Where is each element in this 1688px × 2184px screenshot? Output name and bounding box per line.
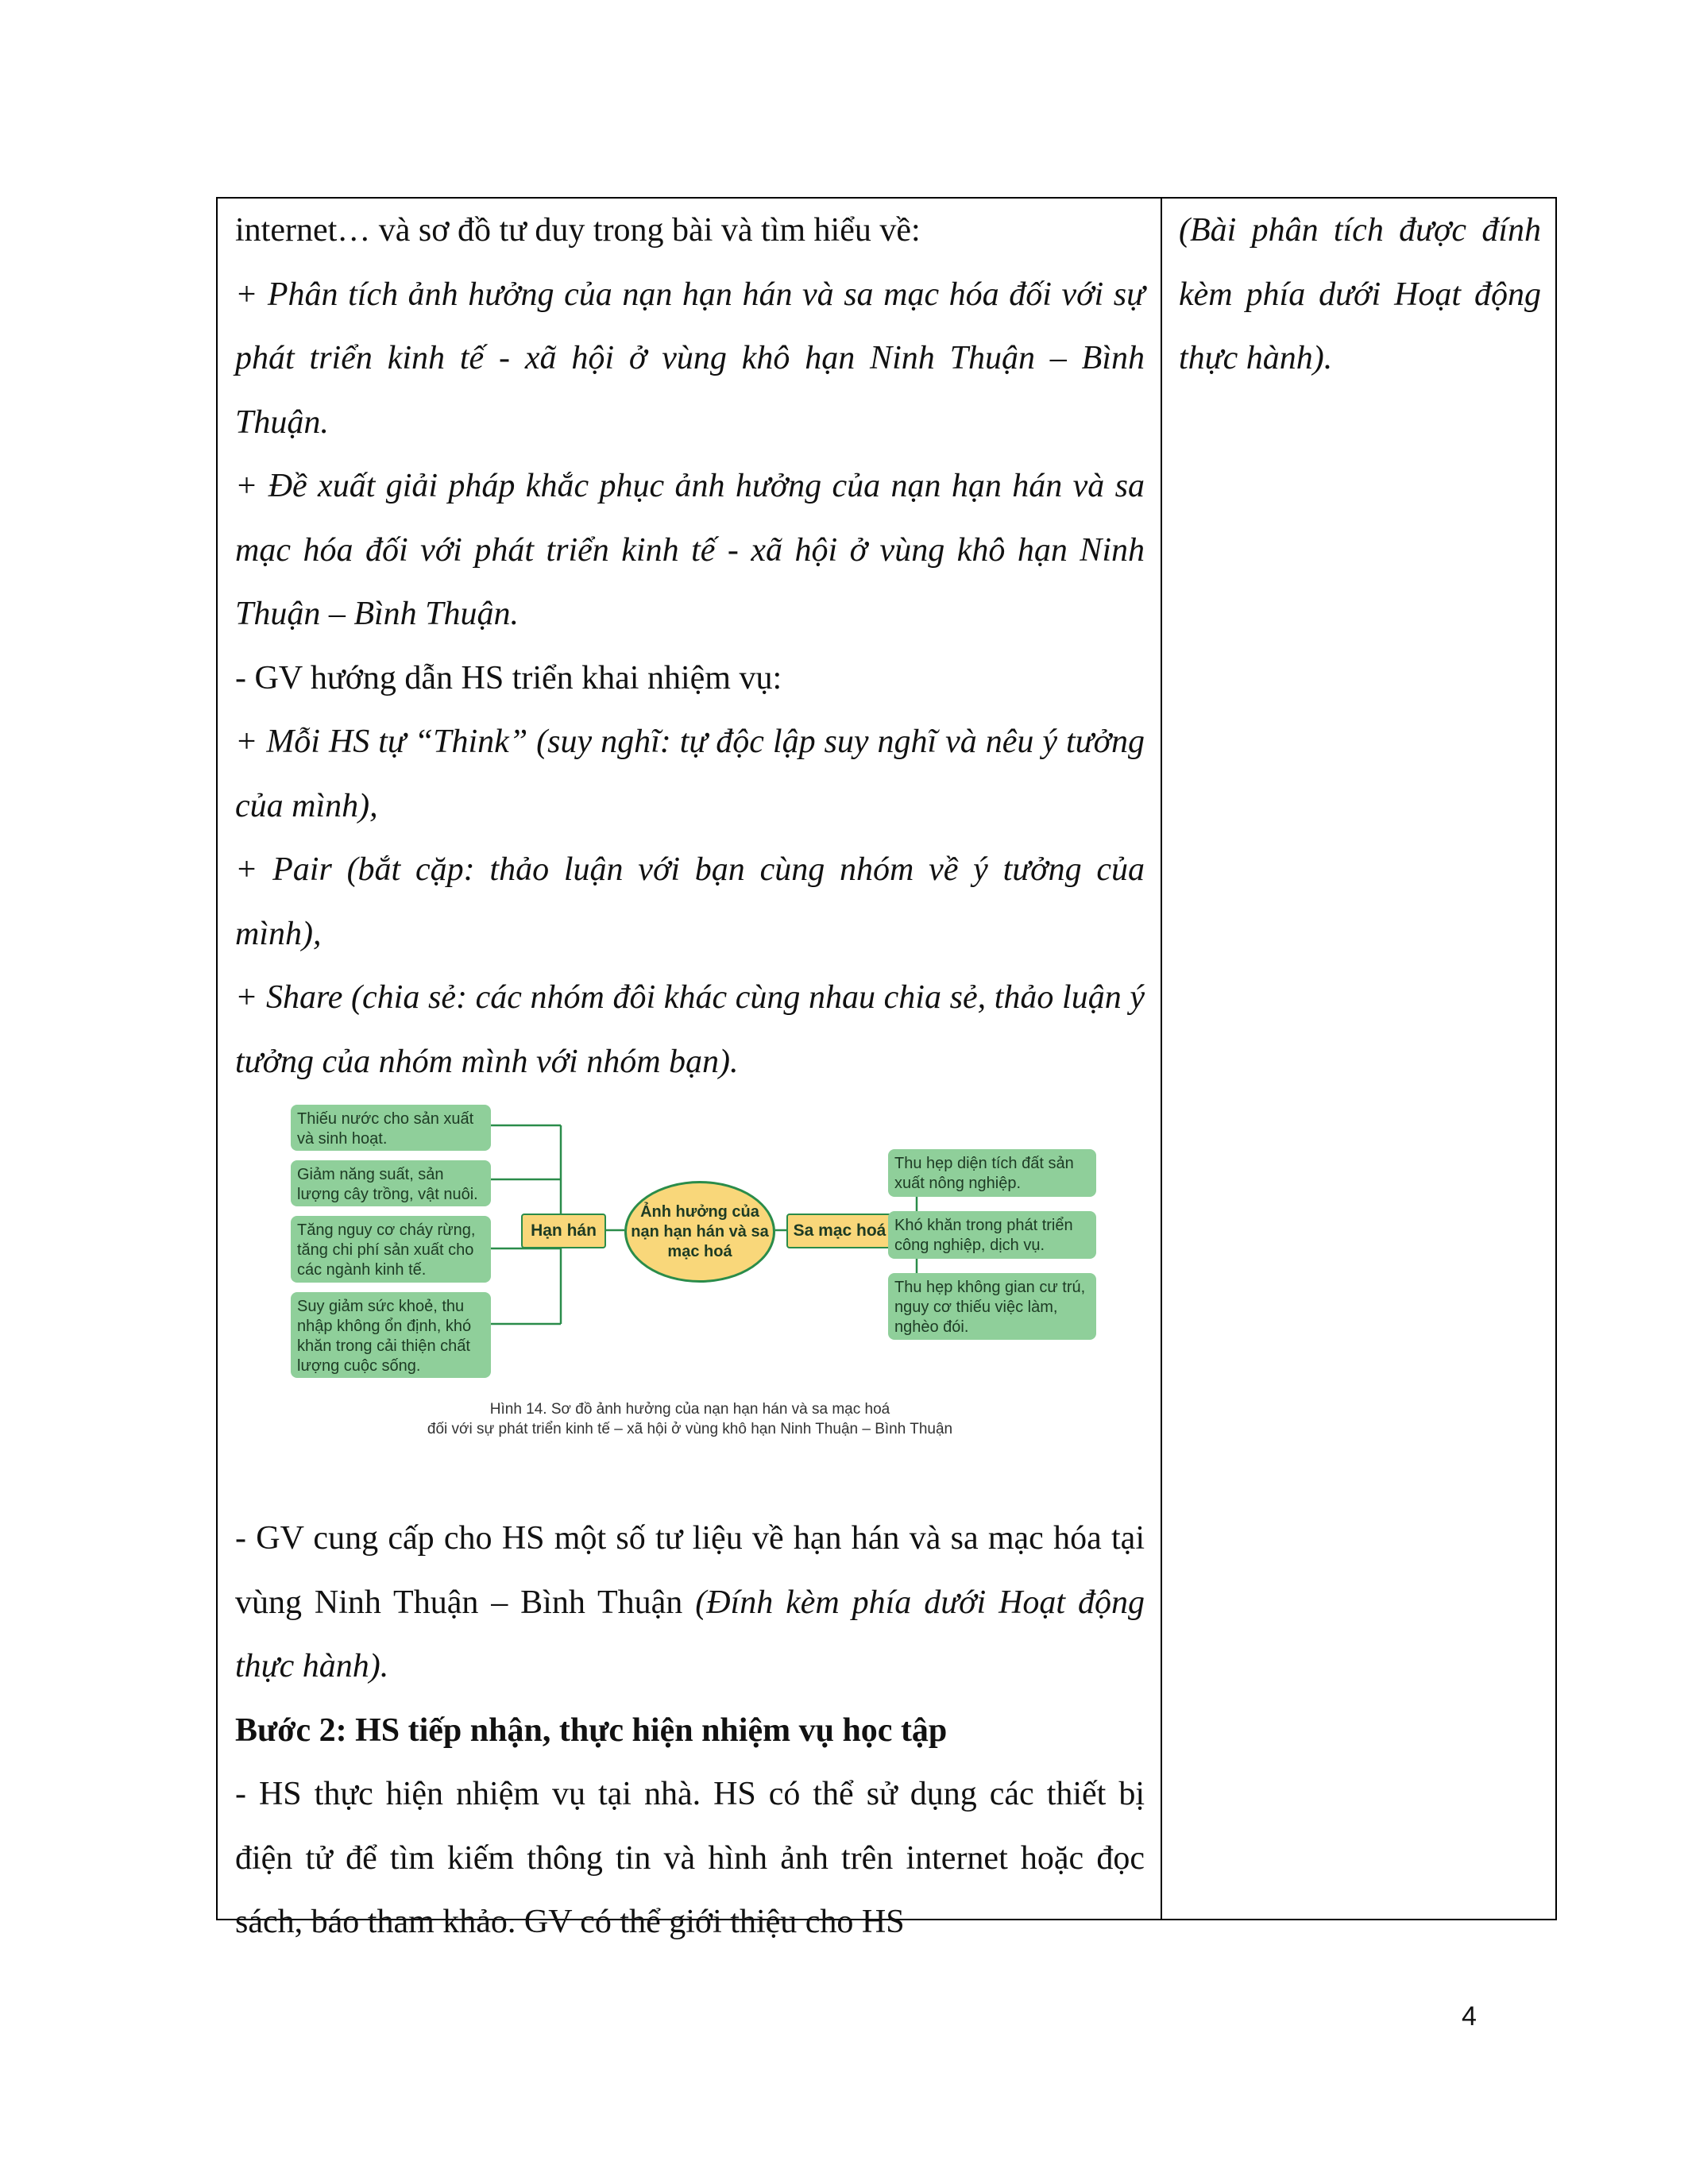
mindmap-right-item: Khó khăn trong phát triển công nghiệp, dịch vụ. xyxy=(888,1211,1096,1259)
mindmap-left-item: Tăng nguy cơ cháy rừng, tăng chi phí sản xuất cho các ngành kinh tế. xyxy=(291,1216,491,1283)
mindmap-left-item: Giảm năng suất, sản lượng cây trồng, vật nuôi. xyxy=(291,1160,491,1206)
task-analyze: + Phân tích ảnh hưởng của nạn hạn hán và sa mạc hóa đối với sự phát triển kinh tế - xã hội ở vùng khô hạn Ninh Thuận – Bình Thuận. xyxy=(235,276,1145,441)
guide-line: - GV hướng dẫn HS triển khai nhiệm vụ: xyxy=(235,659,782,696)
task-propose: + Đề xuất giải pháp khắc phục ảnh hưởng của nạn hạn hán và sa mạc hóa đối với phát triển kinh tế - xã hội ở vùng khô hạn Ninh Thuận – Bình Thuận. xyxy=(235,468,1145,632)
mindmap-right-item: Thu hẹp không gian cư trú, nguy cơ thiếu việc làm, nghèo đói. xyxy=(888,1273,1096,1340)
share-step: + Share (chia sẻ: các nhóm đôi khác cùng nhau chia sẻ, thảo luận ý tưởng của nhóm mình với nhóm bạn). xyxy=(235,979,1145,1080)
mindmap-left-item: Suy giảm sức khoẻ, thu nhập không ổn định, khó khăn trong cải thiện chất lượng cuộc sống. xyxy=(291,1292,491,1378)
step2-heading: Bước 2: HS tiếp nhận, thực hiện nhiệm vụ học tập xyxy=(235,1711,948,1749)
mindmap-figure xyxy=(235,1094,1145,1507)
figure-caption-subtitle: đối với sự phát triển kinh tế – xã hội ở vùng khô hạn Ninh Thuận – Bình Thuận xyxy=(427,1421,953,1437)
pair-step: + Pair (bắt cặp: thảo luận với bạn cùng nhóm về ý tưởng của mình), xyxy=(235,851,1145,952)
activity-column xyxy=(235,199,1145,1954)
provide-materials-note: (Đính kèm phía dưới Hoạt động thực hành). xyxy=(235,1584,1145,1684)
lesson-table xyxy=(216,197,1557,1940)
provide-materials-text: - GV cung cấp cho HS một số tư liệu về hạn hán và sa mạc hóa tại vùng Ninh Thuận – Bình Thuận xyxy=(235,1520,1145,1621)
step2-text: - HS thực hiện nhiệm vụ tại nhà. HS có thể sử dụng các thiết bị điện tử để tìm kiếm thông tin và hình ảnh trên internet hoặc đọc sách, báo tham khảo. GV có thể giới thiệu cho HS xyxy=(235,1776,1145,1940)
analysis-note: (Bài phân tích được đính kèm phía dưới Hoạt động thực hành). xyxy=(1179,212,1541,376)
figure-caption-title: Hình 14. Sơ đồ ảnh hưởng của nạn hạn hán và sa mạc hoá xyxy=(489,1401,890,1418)
provide-materials xyxy=(235,1507,1145,1699)
mindmap-hub-desertification: Sa mạc hoá xyxy=(786,1214,893,1248)
column-divider xyxy=(1161,199,1162,1919)
intro-line: internet… và sơ đồ tư duy trong bài và tìm hiểu về: xyxy=(235,212,921,249)
mindmap-right-item: Thu hẹp diện tích đất sản xuất nông nghiệp. xyxy=(888,1149,1096,1197)
mindmap-left-item: Thiếu nước cho sản xuất và sinh hoạt. xyxy=(291,1105,491,1151)
think-step: + Mỗi HS tự “Think” (suy nghĩ: tự độc lập suy nghĩ và nêu ý tưởng của mình), xyxy=(235,723,1145,824)
product-column xyxy=(1179,199,1541,391)
mindmap-hub-drought: Hạn hán xyxy=(521,1214,606,1248)
mindmap-center: Ảnh hưởng của nạn hạn hán và sa mạc hoá xyxy=(624,1181,775,1283)
page-number: 4 xyxy=(1462,2001,1477,2032)
